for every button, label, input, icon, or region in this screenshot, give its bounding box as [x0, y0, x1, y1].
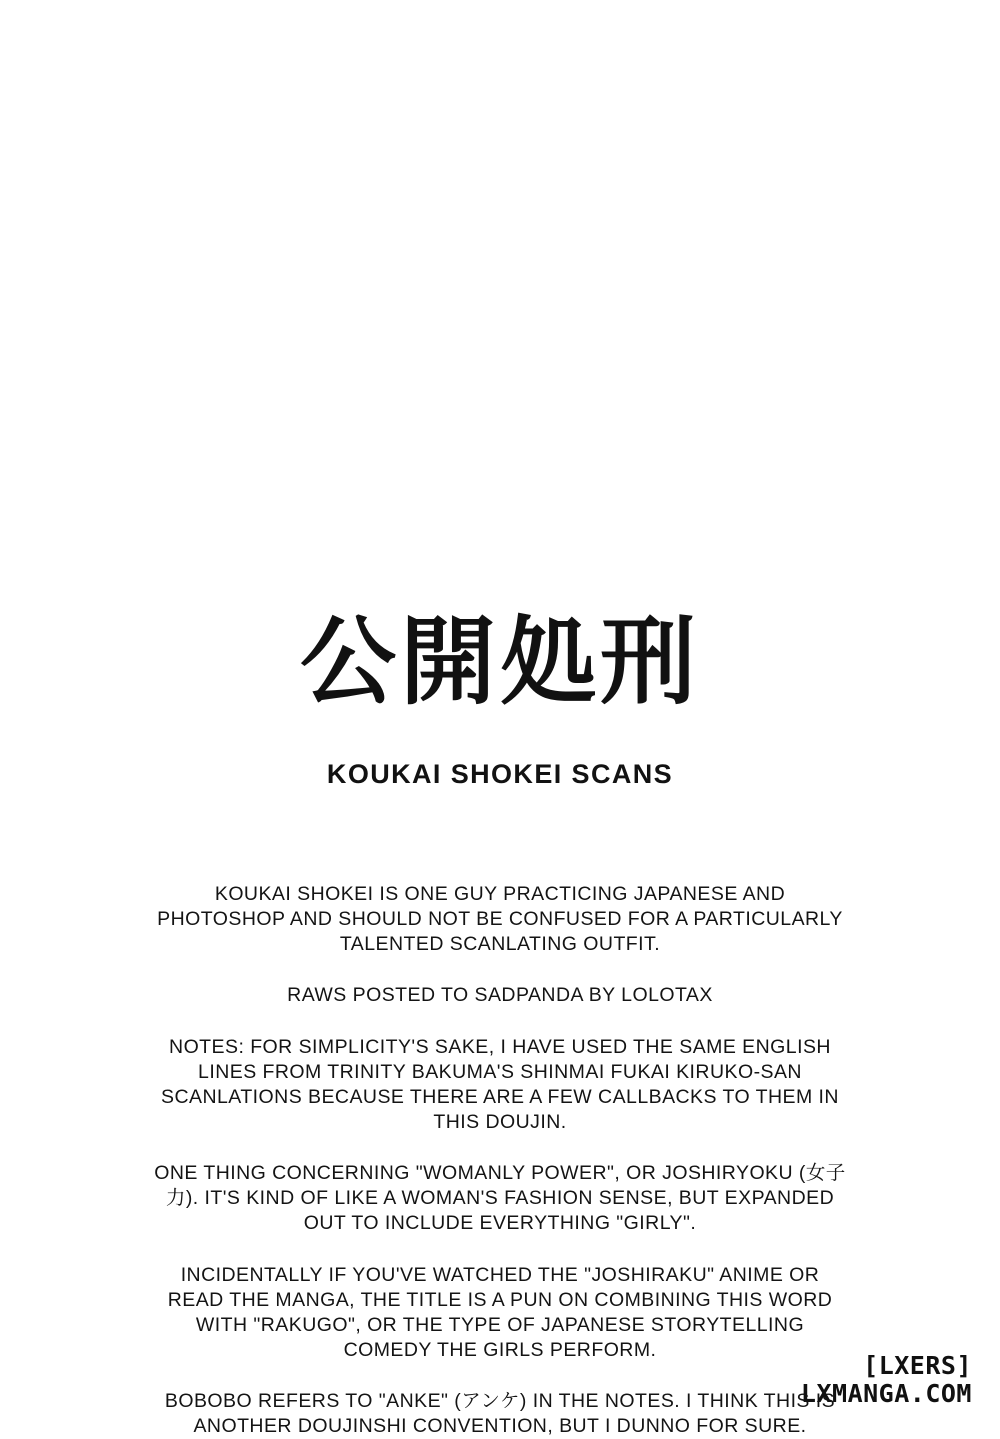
notes-block [150, 882, 850, 1439]
page-title-english: KOUKAI SHOKEI SCANS [326, 758, 674, 789]
watermark-site-url: LXMANGA.COM [800, 1379, 972, 1408]
notes-paragraph: INCIDENTALLY IF YOU'VE WATCHED THE "JOSHIRAKU" ANIME OR READ THE MANGA, THE TITLE IS A PUN ON COMBINING THIS WORD WITH "RAKUGO", OR THE TYPE OF JAPANESE STORYTELLING COMEDY THE GIRLS PERFORM. [167, 1263, 833, 1361]
title-block [0, 606, 1000, 790]
page-title-japanese: 公開処刑 [300, 606, 700, 718]
notes-paragraph: BOBOBO REFERS TO "ANKE" (アンケ) IN THE NOTES. I THINK THIS IS ANOTHER DOUJINSHI CONVENTION, BUT I DUNNO FOR SURE. [164, 1390, 836, 1438]
notes-paragraph: RAWS POSTED TO SADPANDA BY LOLOTAX [287, 984, 713, 1007]
watermark-group-tag: [LXERS] [863, 1351, 972, 1380]
notes-paragraph: KOUKAI SHOKEI IS ONE GUY PRACTICING JAPANESE AND PHOTOSHOP AND SHOULD NOT BE CONFUSED FOR A PARTICULARLY TALENTED SCANLATING OUTFIT. [157, 883, 843, 956]
site-watermark [801, 1352, 972, 1408]
notes-paragraph: ONE THING CONCERNING "WOMANLY POWER", OR JOSHIRYOKU (女子力). IT'S KIND OF LIKE A WOMAN'S FASHION SENSE, BUT EXPANDED OUT TO INCLUDE EVERYTHING "GIRLY". [154, 1162, 846, 1235]
notes-paragraph: NOTES: FOR SIMPLICITY'S SAKE, I HAVE USED THE SAME ENGLISH LINES FROM TRINITY BAKUMA'S SHINMAI FUKAI KIRUKO-SAN SCANLATIONS BECAUSE THERE ARE A FEW CALLBACKS TO THEM IN THIS DOUJIN. [161, 1035, 839, 1133]
